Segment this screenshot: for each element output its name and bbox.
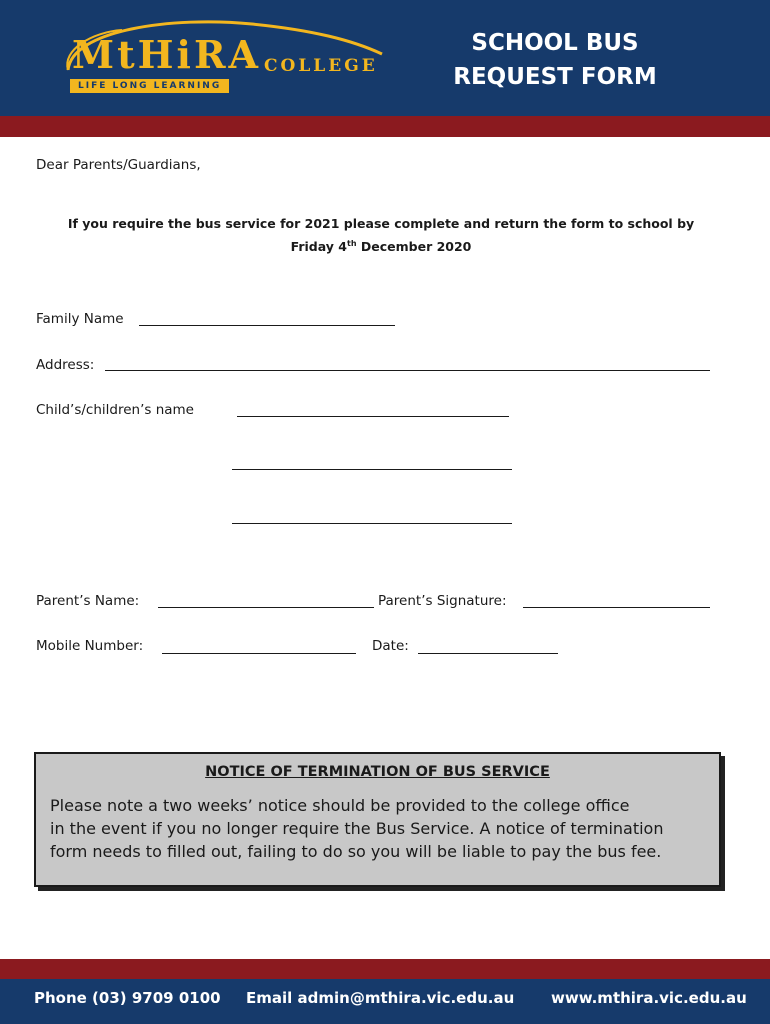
footer-website[interactable]: www.mthira.vic.edu.au — [551, 989, 747, 1007]
footer-stripe — [0, 959, 770, 979]
college-logo — [52, 10, 397, 102]
logo-college: COLLEGE — [264, 56, 378, 76]
child-name-field-2[interactable] — [232, 469, 512, 470]
termination-notice — [34, 752, 721, 887]
family-name-label: Family Name — [36, 311, 124, 327]
instruction-date-pre: Friday 4 — [290, 239, 347, 255]
address-field[interactable] — [105, 370, 710, 371]
instruction-date-sup: th — [347, 239, 357, 248]
notice-title: NOTICE OF TERMINATION OF BUS SERVICE — [205, 764, 550, 780]
notice-line-1: Please note a two weeks’ notice should be provided to the college office — [50, 796, 630, 815]
title-line-1: SCHOOL BUS — [471, 30, 639, 56]
title-line-2: REQUEST FORM — [453, 64, 657, 90]
footer-phone: Phone (03) 9709 0100 — [34, 989, 221, 1007]
notice-line-3: form needs to filled out, failing to do so you will be liable to pay the bus fee. — [50, 842, 662, 861]
child-name-field-1[interactable] — [237, 416, 509, 417]
notice-line-2: in the event if you no longer require the Bus Service. A notice of termination — [50, 819, 664, 838]
mobile-number-field[interactable] — [162, 653, 356, 654]
notice-body — [50, 794, 715, 863]
parent-name-label: Parent’s Name: — [36, 593, 140, 609]
header-stripe — [0, 116, 770, 137]
instruction-line-1: If you require the bus service for 2021 please complete and return the form to school by — [67, 216, 695, 231]
child-name-field-3[interactable] — [232, 523, 512, 524]
instruction-line-2 — [36, 234, 726, 257]
footer-email[interactable]: Email admin@mthira.vic.edu.au — [246, 989, 515, 1007]
instruction-text — [36, 214, 726, 257]
mobile-number-label: Mobile Number: — [36, 638, 144, 654]
greeting: Dear Parents/Guardians, — [36, 157, 201, 173]
page-title — [440, 26, 670, 94]
date-label: Date: — [372, 638, 409, 654]
children-name-label: Child’s/children’s name — [36, 402, 194, 418]
logo-wordmark: MtHiRA — [72, 32, 262, 77]
parent-signature-label: Parent’s Signature: — [378, 593, 507, 609]
parent-name-field[interactable] — [158, 607, 374, 608]
address-label: Address: — [36, 357, 95, 373]
family-name-field[interactable] — [139, 325, 395, 326]
date-field[interactable] — [418, 653, 558, 654]
instruction-date-post: December 2020 — [356, 239, 472, 255]
parent-signature-field[interactable] — [523, 607, 710, 608]
logo-tagline: LIFE LONG LEARNING — [70, 79, 229, 93]
